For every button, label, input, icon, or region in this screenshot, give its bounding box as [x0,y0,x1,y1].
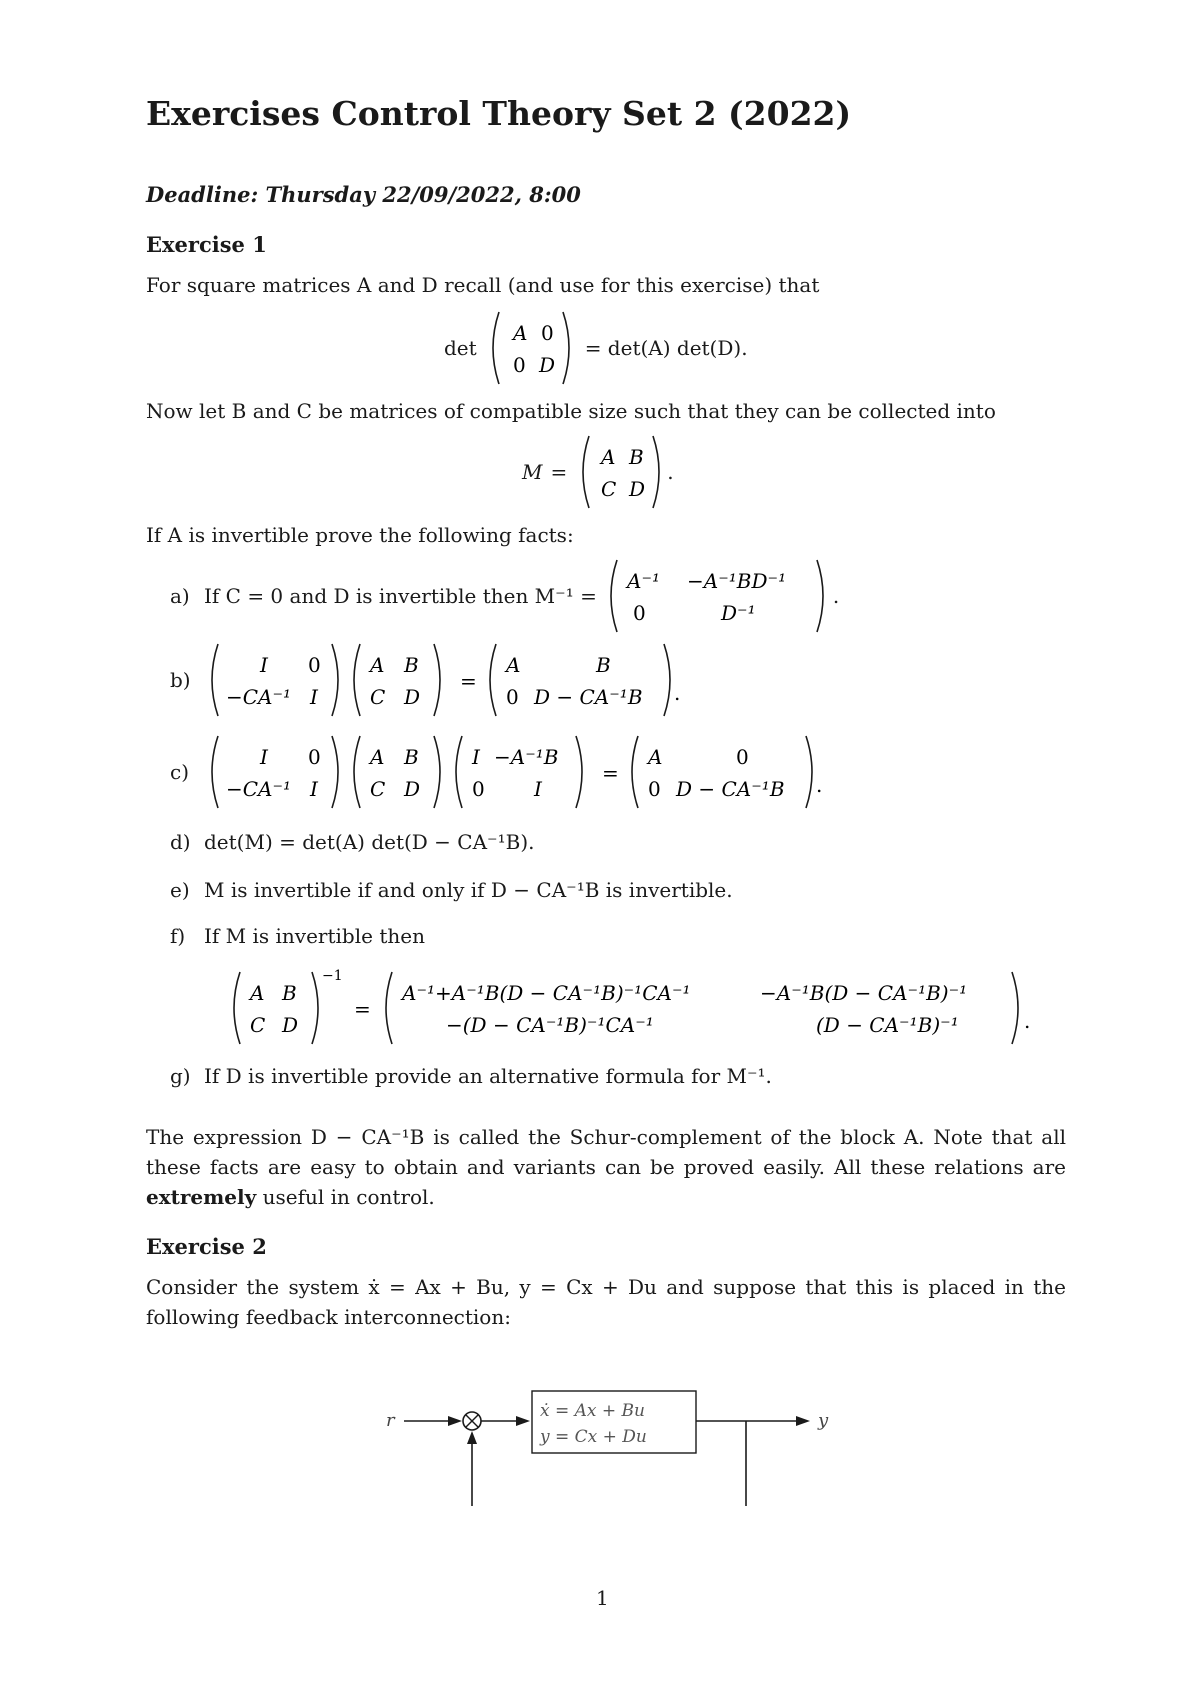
svg-text:A⁻¹: A⁻¹ [626,569,660,593]
svg-text:C: C [370,777,386,801]
fact-e-text: M is invertible if and only if D − CA⁻¹B is invertible. [204,878,733,902]
fact-f-text: If M is invertible then [204,924,425,948]
fact-g-text: If D is invertible provide an alternative formula for M⁻¹. [204,1064,772,1088]
svg-text:I: I [310,777,318,801]
fact-b-label: b) [170,668,191,692]
fact-e-label: e) [170,878,190,902]
svg-text:A: A [648,745,663,769]
block-inverse-formula [226,962,1066,1057]
svg-text:I: I [472,745,480,769]
svg-text:C: C [370,685,386,709]
deadline: Deadline: Thursday 22/09/2022, 8:00 [146,182,581,207]
fact-a-text: If C = 0 and D is invertible then M⁻¹ = [204,584,597,608]
svg-text:I: I [260,653,268,677]
now-let-text: Now let B and C be matrices of compatible size such that they can be collected into [146,399,996,423]
fact-c-equation [204,732,884,812]
svg-text:D: D [404,777,421,801]
svg-text:I: I [260,745,268,769]
svg-text:I: I [310,685,318,709]
m-definition-equation: M = A B C D . [522,432,674,512]
svg-text:D: D [629,477,646,501]
svg-text:B: B [404,653,419,677]
svg-text:D: D [538,353,555,377]
svg-text:D: D [282,1013,299,1037]
svg-text:B: B [404,745,419,769]
fact-a-matrix [603,556,833,636]
if-a-invertible-text: If A is invertible prove the following facts: [146,523,574,547]
schur-text-1: The expression D − CA⁻¹B is called the Schur-complement of the block A. Note that all these facts are easy to obtain and variants can be proved easily. All these relations are [146,1125,1066,1179]
fact-d-label: d) [170,830,191,854]
fact-b-equation [204,640,724,720]
svg-text:D − CA⁻¹B: D − CA⁻¹B [676,777,785,801]
schur-emphasis: extremely [146,1185,257,1209]
system-state-equation: ẋ = Ax + Bu [540,1401,645,1421]
exercise-2-heading: Exercise 2 [146,1234,267,1259]
svg-text:=: = [602,761,619,785]
svg-text:A: A [601,445,616,469]
fact-g [170,1064,772,1088]
svg-text:0: 0 [540,321,554,345]
svg-text:B: B [282,981,297,1005]
fact-d-text: det(M) = det(A) det(D − CA⁻¹B). [204,830,535,854]
svg-text:B: B [629,445,644,469]
schur-complement-paragraph [146,1122,1066,1212]
svg-text:−(D − CA⁻¹B)⁻¹CA⁻¹: −(D − CA⁻¹B)⁻¹CA⁻¹ [446,1013,654,1037]
svg-text:0: 0 [472,777,485,801]
svg-text:−CA⁻¹: −CA⁻¹ [226,685,292,709]
det-matrix [485,308,577,388]
svg-text:I: I [534,777,542,801]
block-inverse-equation [226,962,1066,1052]
page-number: 1 [596,1586,609,1610]
exercise-2-text: Consider the system ẋ = Ax + Bu, y = Cx + Du and suppose that this is placed in the following feedback interconnection: [146,1275,1066,1329]
svg-text:−A⁻¹BD⁻¹: −A⁻¹BD⁻¹ [686,569,786,593]
svg-text:0: 0 [308,653,321,677]
svg-text:=: = [354,997,371,1021]
svg-text:=: = [460,669,477,693]
fact-a: a) If C = 0 and D is invertible then M⁻¹ = A⁻¹ −A⁻¹BD⁻¹ 0 D⁻¹ . [170,556,839,636]
exercise-1-intro: For square matrices A and D recall (and use for this exercise) that [146,273,820,297]
svg-text:−A⁻¹B(D − CA⁻¹B)⁻¹: −A⁻¹B(D − CA⁻¹B)⁻¹ [760,981,968,1005]
feedback-diagram [386,1376,986,1516]
diagram-output-label: y [818,1410,829,1431]
svg-text:D: D [404,685,421,709]
fact-b [170,640,724,720]
system-output-equation: y = Cx + Du [540,1427,647,1447]
svg-text:0: 0 [506,685,519,709]
svg-text:A: A [370,653,385,677]
svg-text:−CA⁻¹: −CA⁻¹ [226,777,292,801]
svg-text:D⁻¹: D⁻¹ [720,601,756,625]
svg-text:B: B [596,653,611,677]
fact-a-label: a) [170,584,190,608]
svg-text:A: A [370,745,385,769]
svg-text:D − CA⁻¹B: D − CA⁻¹B [534,685,643,709]
svg-text:A⁻¹+A⁻¹B(D − CA⁻¹B)⁻¹CA⁻¹: A⁻¹+A⁻¹B(D − CA⁻¹B)⁻¹CA⁻¹ [402,981,691,1005]
det-equation-rhs: = det(A) det(D). [584,336,748,360]
diagram-input-label: r [386,1410,395,1431]
svg-text:(D − CA⁻¹B)⁻¹: (D − CA⁻¹B)⁻¹ [816,1013,959,1037]
svg-text:.: . [1024,1009,1031,1033]
svg-text:−1: −1 [322,968,343,984]
svg-text:0: 0 [648,777,661,801]
svg-text:−A⁻¹B: −A⁻¹B [494,745,559,769]
schur-text-2: useful in control. [262,1185,435,1209]
det-block-equation: det A 0 0 D = det(A) det(D). [444,308,748,388]
fact-c [170,732,884,812]
svg-text:0: 0 [632,601,646,625]
fact-f-label: f) [170,924,186,948]
svg-text:.: . [816,773,823,797]
svg-text:0: 0 [736,745,749,769]
svg-text:0: 0 [308,745,321,769]
fact-e [170,878,733,902]
fact-g-label: g) [170,1064,191,1088]
fact-f [170,924,425,948]
exercise-1-heading: Exercise 1 [146,232,267,257]
svg-text:A: A [250,981,265,1005]
m-matrix [575,432,667,512]
fact-d [170,830,534,854]
svg-text:C: C [601,477,617,501]
svg-text:C: C [250,1013,266,1037]
fact-c-label: c) [170,760,190,784]
document-title: Exercises Control Theory Set 2 (2022) [146,94,852,133]
svg-text:.: . [674,681,681,705]
svg-text:A: A [506,653,521,677]
svg-text:0: 0 [512,353,526,377]
svg-text:A: A [512,321,528,345]
